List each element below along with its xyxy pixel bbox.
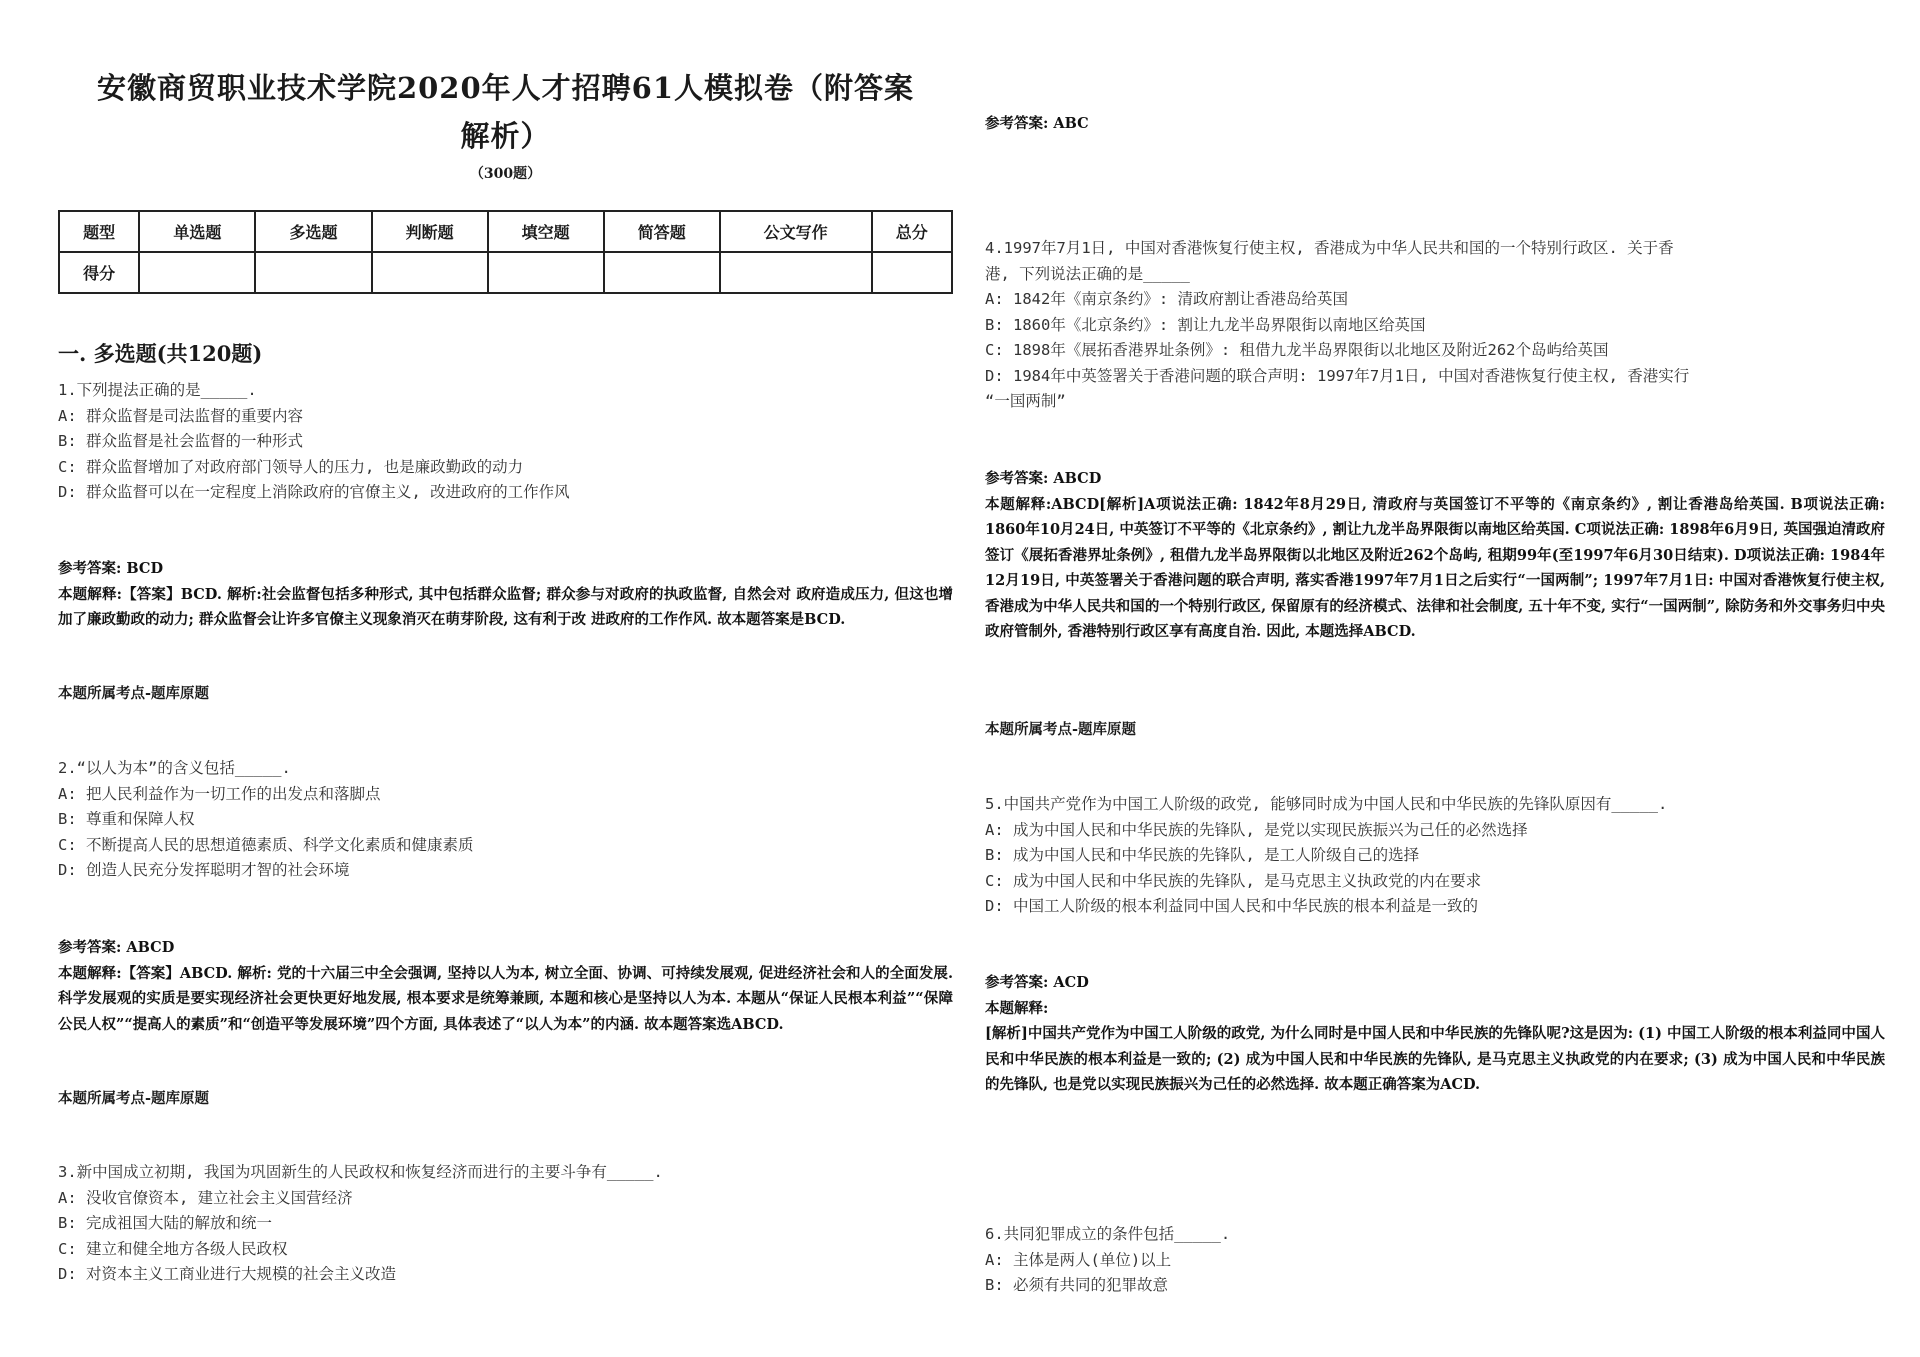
option-a: A: 1842年《南京条约》: 清政府割让香港岛给英国 [985, 290, 1348, 308]
row-label-cell: 得分 [59, 252, 139, 293]
question-2 [58, 756, 474, 884]
option-b: B: 群众监督是社会监督的一种形式 [58, 432, 303, 450]
explanation: [解析]中国共产党作为中国工人阶级的政党, 为什么同时是中国人民和中华民族的先锋队呢?这是因为: (1) 中国工人阶级的根本利益同中国人民和中华民族的根本利益是一致的; (2) 成为中国人民和中华民族的先锋队, 是马克思主义执政党的内在要求; (3) 成为中国人民和中华民族的先锋队, 也是党以实现民族振兴为己任的必然选择. 故本题正确答案为ACD. [985, 1025, 1885, 1093]
option-b: B: 1860年《北京条约》: 割让九龙半岛界限街以南地区给英国 [985, 315, 1426, 334]
explanation-label: 本题解释: [985, 999, 1049, 1017]
option-b: B: 完成祖国大陆的解放和统一 [58, 1214, 272, 1232]
score-cell [488, 252, 604, 293]
explanation: 本题解释:【答案】ABCD. 解析: 党的十六届三中全会强调, 坚持以人为本, 树立全面、协调、可持续发展观, 促进经济社会和人的全面发展. 科学发展观的实质是要实现经济社会更快更好地发展, 根本要求是统筹兼顾, 本题和核心是坚持以人为本. 本题从“保证人民根本利益”“保障公民人权”“提高人的素质”和“创造平等发展环境”四个方面, 具体表述了“以人为本”的内涵. 故本题答案选ABCD. [58, 964, 953, 1033]
answer-key: 参考答案: ABCD [985, 470, 1102, 487]
question-stem-cont: 港, 下列说法正确的是_____ [985, 264, 1190, 283]
question-1 [58, 378, 570, 506]
question-stem: 5.中国共产党作为中国工人阶级的政党, 能够同时成为中国人民和中华民族的先锋队原因有_____. [985, 795, 1668, 813]
question-4 [985, 236, 1689, 415]
option-b: B: 成为中国人民和中华民族的先锋队, 是工人阶级自己的选择 [985, 846, 1420, 864]
topic-tag: 本题所属考点-题库原题 [58, 1090, 210, 1107]
option-a: A: 没收官僚资本, 建立社会主义国营经济 [58, 1188, 353, 1207]
option-c: C: 群众监督增加了对政府部门领导人的压力, 也是廉政勤政的动力 [58, 457, 524, 476]
question-count: （300题） [469, 166, 542, 182]
header-cell: 单选题 [139, 211, 255, 252]
header-cell: 题型 [59, 211, 139, 252]
option-a: A: 把人民利益作为一切工作的出发点和落脚点 [58, 784, 381, 803]
header-cell: 公文写作 [720, 211, 872, 252]
answer-key-3: 参考答案: ABC [985, 115, 1089, 132]
document-title-line1: 安徽商贸职业技术学院2020年人才招聘61人模拟卷（附答案 [96, 71, 915, 105]
option-c: C: 不断提高人民的思想道德素质、科学文化素质和健康素质 [58, 835, 474, 854]
score-cell [255, 252, 371, 293]
option-c: C: 建立和健全地方各级人民政权 [58, 1239, 288, 1258]
question-5 [985, 792, 1667, 920]
score-table [58, 210, 953, 294]
score-cell [872, 252, 952, 293]
score-cell [604, 252, 720, 293]
option-d: D: 创造人民充分发挥聪明才智的社会环境 [58, 861, 350, 879]
header-cell: 总分 [872, 211, 952, 252]
header-cell: 多选题 [255, 211, 371, 252]
question-stem: 1.下列提法正确的是_____. [58, 381, 257, 399]
answer-key: 参考答案: BCD [58, 560, 164, 577]
option-c: C: 成为中国人民和中华民族的先锋队, 是马克思主义执政党的内在要求 [985, 871, 1482, 890]
option-d: D: 1984年中英签署关于香港问题的联合声明: 1997年7月1日, 中国对香港恢复行使主权, 香港实行 [985, 366, 1690, 385]
score-table-score-row [59, 252, 952, 293]
explanation: 本题解释:ABCD[解析]A项说法正确: 1842年8月29日, 清政府与英国签订不平等的《南京条约》, 割让香港岛给英国. B项说法正确: 1860年10月24日, 中英签订不平等的《北京条约》, 割让九龙半岛界限街以南地区给英国. C项说法正确: 1898年6月9日, 英国强迫清政府签订《展拓香港界址条例》, 租借九龙半岛界限街以北地区及附近262个岛屿, 租期99年(至1997年6月30日结束). D项说法正确: 1984年12月19日, 中英签署关于香港问题的联合声明, 落实香港1997年7月1日之后实行“一国两制”; 1997年7月1日: 中国对香港恢复行使主权, 香港成为中华人民共和国的一个特别行政区, 保留原有的经济模式、法律和社会制度, 五十年不变, 实行“一国两制”, 除防务和外交事务归中央政府管制外, 香港特别行政区享有高度自治. 因此, 本题选择ABCD. [985, 495, 1885, 640]
answer-block-2 [58, 935, 953, 1037]
answer-block-4 [985, 466, 1885, 645]
section-title: 一. 多选题(共120题) [58, 341, 263, 366]
option-d: D: 群众监督可以在一定程度上消除政府的官僚主义, 改进政府的工作作风 [58, 483, 570, 501]
header-cell: 判断题 [372, 211, 488, 252]
answer-block-5 [985, 970, 1885, 1098]
question-stem: 4.1997年7月1日, 中国对香港恢复行使主权, 香港成为中华人民共和国的一个特别行政区. 关于香 [985, 239, 1674, 257]
option-a: A: 主体是两人(单位)以上 [985, 1250, 1172, 1269]
option-d-cont: “一国两制” [985, 392, 1066, 410]
topic-tag: 本题所属考点-题库原题 [985, 721, 1137, 738]
score-table-header-row [59, 211, 952, 252]
answer-block-1 [58, 556, 953, 633]
question-3 [58, 1160, 663, 1288]
explanation: 本题解释:【答案】BCD. 解析:社会监督包括多种形式, 其中包括群众监督; 群众参与对政府的执政监督, 自然会对 政府造成压力, 但这也增加了廉政勤政的动力; 群众监督会让许多官僚主义现象消灭在萌芽阶段, 这有利于改 进政府的工作作风. 故本题答案是BCD. [58, 585, 954, 628]
answer-key: 参考答案: ABCD [58, 939, 175, 956]
answer-key: 参考答案: ACD [985, 974, 1089, 991]
score-cell [720, 252, 872, 293]
option-c: C: 1898年《展拓香港界址条例》: 租借九龙半岛界限街以北地区及附近262个岛屿给英国 [985, 341, 1609, 359]
option-a: A: 成为中国人民和中华民族的先锋队, 是党以实现民族振兴为己任的必然选择 [985, 820, 1528, 839]
score-cell [139, 252, 255, 293]
option-d: D: 中国工人阶级的根本利益同中国人民和中华民族的根本利益是一致的 [985, 897, 1478, 915]
question-6 [985, 1222, 1230, 1299]
question-stem: 3.新中国成立初期, 我国为巩固新生的人民政权和恢复经济而进行的主要斗争有_____. [58, 1163, 663, 1181]
header-cell: 简答题 [604, 211, 720, 252]
question-stem: 6.共同犯罪成立的条件包括_____. [985, 1225, 1231, 1243]
option-b: B: 必须有共同的犯罪故意 [985, 1276, 1168, 1294]
score-cell [372, 252, 488, 293]
document-title-line2: 解析） [460, 119, 551, 153]
header-cell: 填空题 [488, 211, 604, 252]
option-d: D: 对资本主义工商业进行大规模的社会主义改造 [58, 1265, 396, 1283]
option-a: A: 群众监督是司法监督的重要内容 [58, 406, 303, 425]
topic-tag: 本题所属考点-题库原题 [58, 685, 210, 702]
question-stem: 2.“以人为本”的含义包括_____. [58, 759, 291, 777]
option-b: B: 尊重和保障人权 [58, 810, 195, 828]
